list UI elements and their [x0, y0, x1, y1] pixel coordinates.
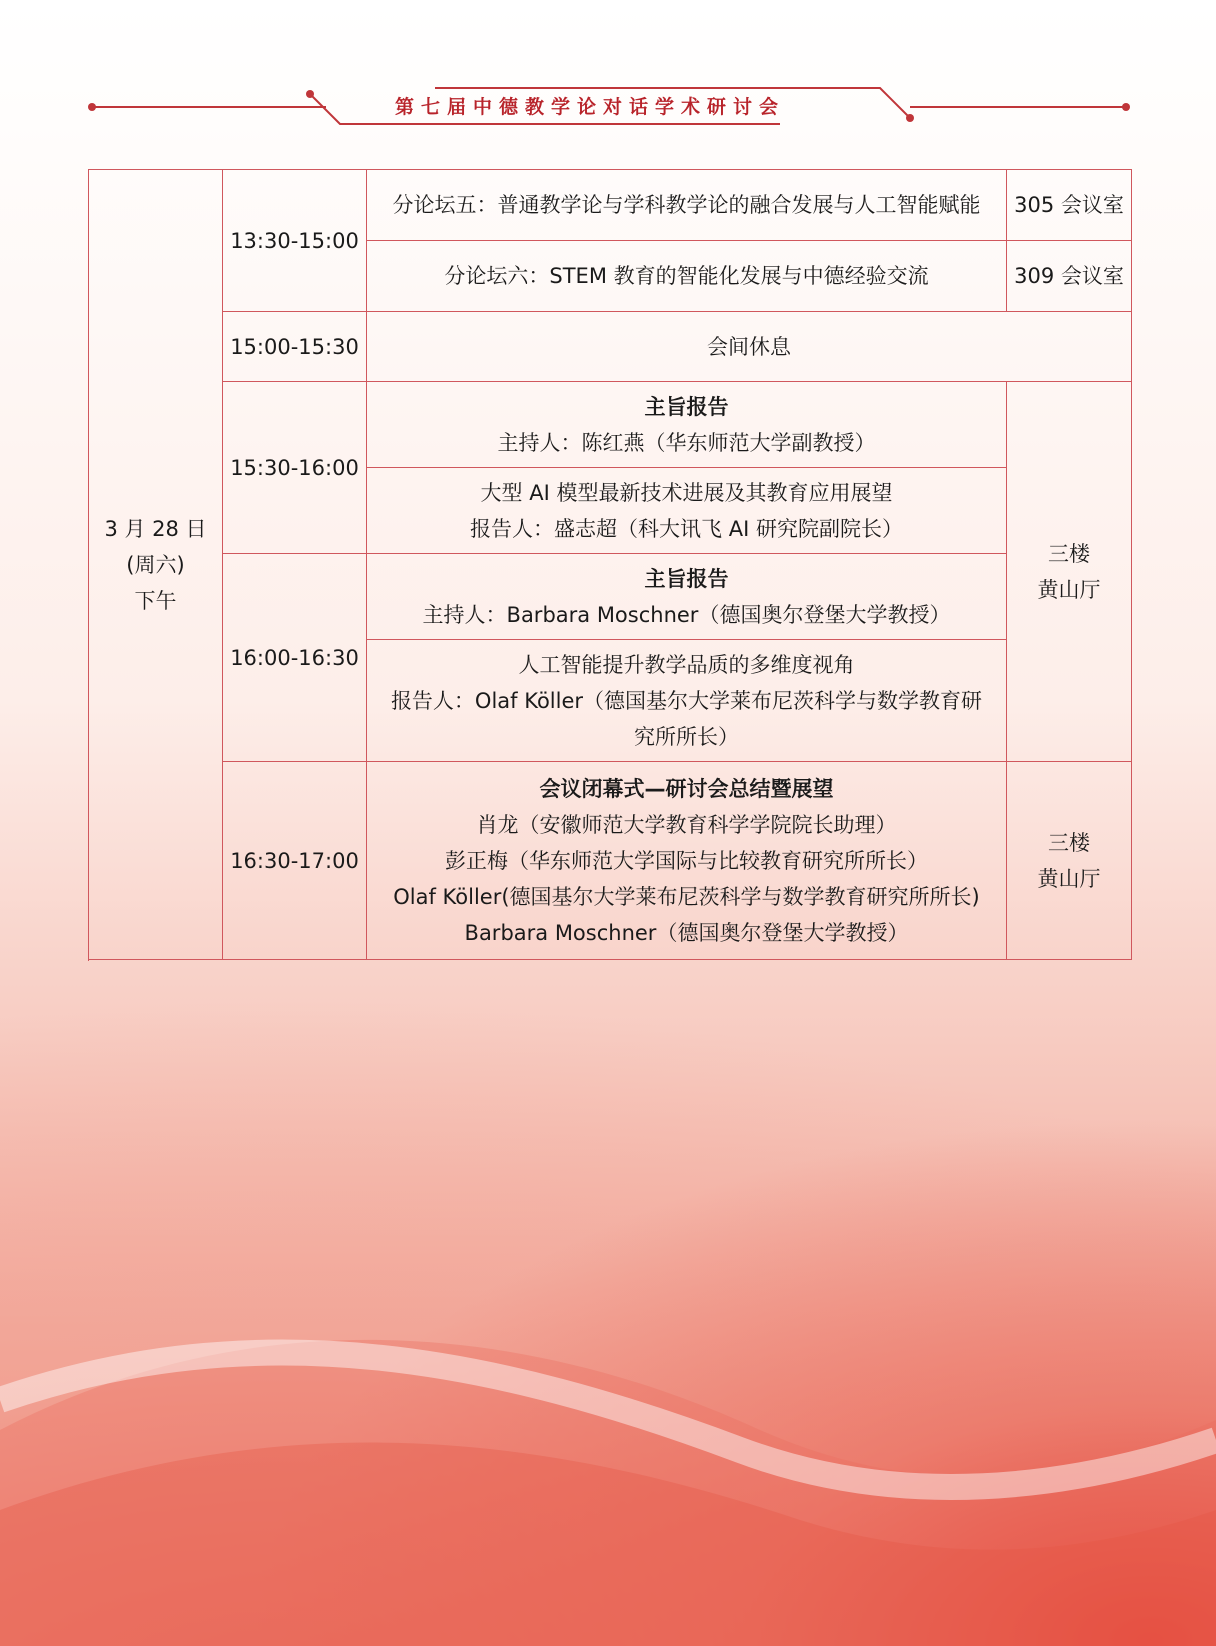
session-heading: 主旨报告 — [644, 394, 729, 419]
talk-speaker: 报告人：盛志超（科大讯飞 AI 研究院副院长） — [470, 516, 903, 541]
talk-speaker-line2: 究所所长） — [634, 724, 739, 749]
session-block — [367, 468, 1007, 554]
panelist: Olaf Köller(德国基尔大学莱布尼茨科学与数学教育研究所所长) — [393, 884, 980, 909]
talk-title: 人工智能提升教学品质的多维度视角 — [518, 652, 855, 677]
session-host: 主持人：Barbara Moschner（德国奥尔登堡大学教授） — [422, 602, 951, 627]
venue-cell — [1007, 382, 1132, 762]
session-heading: 会议闭幕式—研讨会总结暨展望 — [539, 776, 834, 801]
venue-cell: 305 会议室 — [1007, 170, 1132, 241]
panelist: 彭正梅（华东师范大学国际与比较教育研究所所长） — [445, 848, 928, 873]
time-cell: 15:00-15:30 — [223, 312, 367, 382]
schedule-row — [89, 170, 1132, 241]
day-cell — [89, 170, 223, 960]
session-block — [367, 640, 1007, 762]
background-wave — [0, 1280, 1216, 1646]
session-block — [367, 554, 1007, 640]
time-cell: 16:00-16:30 — [223, 554, 367, 762]
day-weekday: (周六) — [126, 552, 185, 577]
schedule-row — [89, 762, 1132, 960]
day-period: 下午 — [134, 588, 177, 613]
venue-hall: 黄山厅 — [1037, 577, 1101, 602]
talk-title: 大型 AI 模型最新技术进展及其教育应用展望 — [480, 480, 893, 505]
venue-cell: 309 会议室 — [1007, 241, 1132, 312]
time-cell: 16:30-17:00 — [223, 762, 367, 960]
schedule-row — [89, 382, 1132, 468]
schedule-row — [89, 312, 1132, 382]
session-title: 分论坛五：普通教学论与学科教学论的融合发展与人工智能赋能 — [367, 170, 1007, 241]
talk-speaker-line1: 报告人：Olaf Köller（德国基尔大学莱布尼茨科学与数学教育研 — [390, 688, 983, 713]
panelist: 肖龙（安徽师范大学教育科学学院院长助理） — [476, 812, 897, 837]
session-title: 分论坛六：STEM 教育的智能化发展与中德经验交流 — [367, 241, 1007, 312]
panelist: Barbara Moschner（德国奥尔登堡大学教授） — [464, 920, 909, 945]
venue-floor: 三楼 — [1048, 830, 1090, 855]
time-cell: 13:30-15:00 — [223, 170, 367, 312]
day-date: 3 月 28 日 — [104, 516, 207, 541]
session-host: 主持人：陈红燕（华东师范大学副教授） — [497, 430, 876, 455]
venue-cell — [1007, 762, 1132, 960]
venue-hall: 黄山厅 — [1037, 866, 1101, 891]
venue-floor: 三楼 — [1048, 541, 1090, 566]
session-title: 会间休息 — [367, 312, 1132, 382]
schedule-row — [89, 554, 1132, 640]
schedule-table — [88, 169, 1132, 960]
time-cell: 15:30-16:00 — [223, 382, 367, 554]
session-block — [367, 382, 1007, 468]
conference-title: 第七届中德教学论对话学术研讨会 — [394, 96, 785, 118]
session-heading: 主旨报告 — [644, 566, 729, 591]
session-block — [367, 762, 1007, 960]
